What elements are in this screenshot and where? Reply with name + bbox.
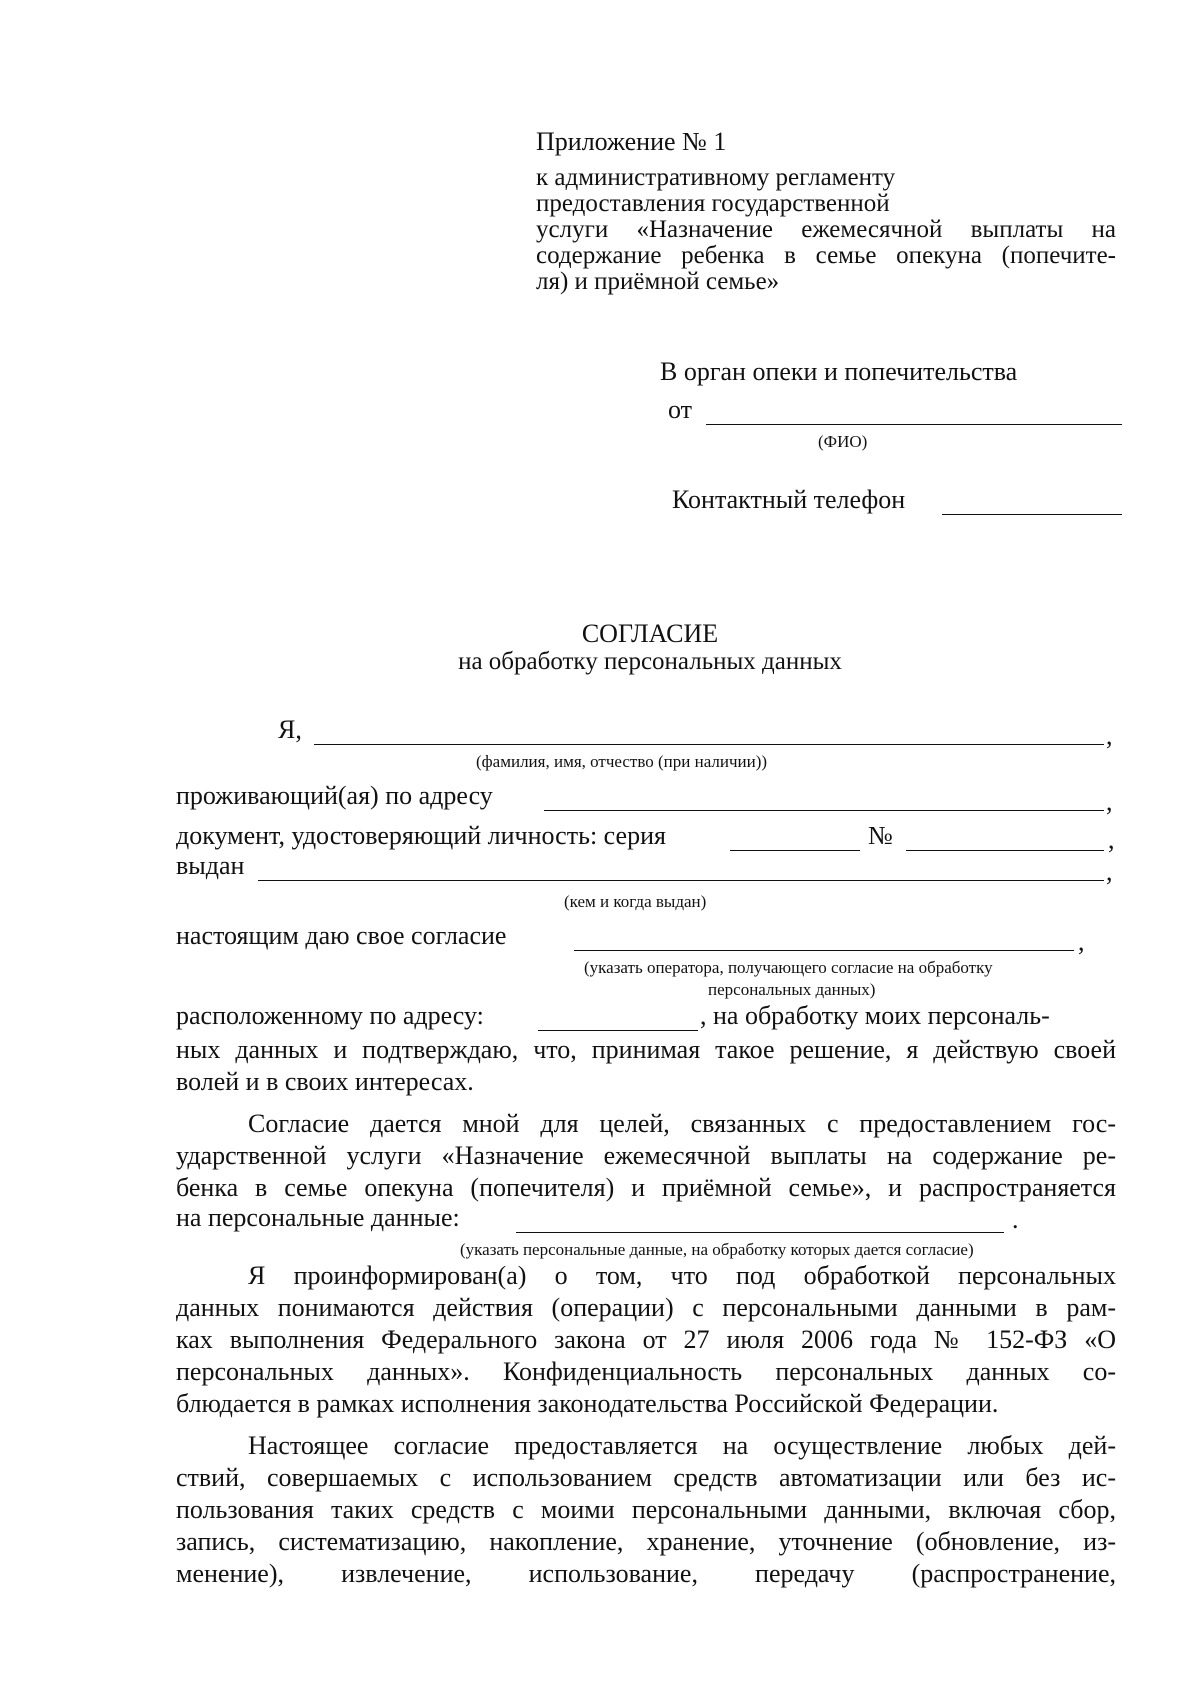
- full-name-field[interactable]: [314, 724, 1104, 745]
- consent-subtitle: на обработку персональных данных: [458, 648, 842, 675]
- appendix-title: Приложение № 1: [536, 127, 727, 156]
- purpose-line-2: ударственной услуги «Назначение ежемесячной выплаты на содержание ре-: [176, 1141, 1116, 1170]
- consent-label: настоящим даю свое согласие: [176, 921, 507, 950]
- informed-line-2: данных понимаются действия (операции) с персональными данными в рам-: [176, 1293, 1116, 1322]
- operator-address-field[interactable]: [538, 1010, 698, 1031]
- purpose-line-3: бенка в семье опекуна (попечителя) и приёмной семье», и распространяется: [176, 1173, 1116, 1202]
- operator-field[interactable]: [574, 930, 1074, 951]
- personal-data-field[interactable]: [516, 1212, 1004, 1233]
- located-line-2: ных данных и подтверждаю, что, принимая такое решение, я действую своей: [176, 1035, 1116, 1064]
- document-label: документ, удостоверяющий личность: серия: [176, 821, 666, 850]
- number-field[interactable]: [906, 830, 1104, 851]
- located-line-3: волей и в своих интересах.: [176, 1067, 474, 1096]
- informed-line-4: персональных данных». Конфиденциальность персональных данных со-: [176, 1357, 1116, 1386]
- number-label: №: [868, 821, 893, 850]
- located-label: расположенному по адресу:: [176, 1001, 484, 1030]
- consent-title: СОГЛАСИЕ: [581, 619, 719, 648]
- phone-field[interactable]: [942, 494, 1122, 515]
- scope-line-3: пользования таких средств с моими персональными данными, включая сбор,: [176, 1495, 1116, 1524]
- fio-field[interactable]: [706, 404, 1122, 425]
- purpose-line-1: Согласие дается мной для целей, связанных с предоставлением гос-: [248, 1109, 1116, 1138]
- scope-line-1: Настоящее согласие предоставляется на осуществление любых дей-: [248, 1431, 1116, 1460]
- appendix-line-5: ля) и приёмной семье»: [536, 268, 780, 295]
- informed-line-1: Я проинформирован(а) о том, что под обработкой персональных: [248, 1261, 1116, 1290]
- comma-3: ,: [1108, 825, 1115, 854]
- issued-caption: (кем и когда выдан): [564, 892, 707, 911]
- scope-line-2: ствий, совершаемых с использованием средств автоматизации или без ис-: [176, 1463, 1116, 1492]
- addressee-from-label: от: [668, 395, 693, 424]
- operator-caption-1: (указать оператора, получающего согласие на обработку: [584, 958, 993, 977]
- address-field[interactable]: [544, 790, 1104, 811]
- located-rest: , на обработку моих персональ-: [700, 1001, 1050, 1030]
- appendix-line-4: содержание ребенка в семье опекуна (попечите-: [536, 242, 1116, 269]
- scope-line-5: менение), извлечение, использование, передачу (распространение,: [176, 1559, 1116, 1588]
- appendix-line-1: к административному регламенту: [536, 164, 896, 191]
- address-label: проживающий(ая) по адресу: [176, 781, 493, 810]
- comma-1: ,: [1106, 721, 1113, 750]
- purpose-line-4: на персональные данные:: [176, 1203, 460, 1232]
- fio-caption: (ФИО): [818, 432, 868, 451]
- appendix-line-3: услуги «Назначение ежемесячной выплаты на: [536, 216, 1116, 243]
- comma-5: ,: [1078, 927, 1085, 956]
- phone-label: Контактный телефон: [672, 485, 906, 514]
- issued-label: выдан: [176, 851, 245, 880]
- informed-line-3: ках выполнения Федерального закона от 27 июля 2006 года № 152-ФЗ «О: [176, 1325, 1116, 1354]
- addressee-to: В орган опеки и попечительства: [660, 357, 1018, 386]
- appendix-line-2: предоставления государственной: [536, 190, 890, 217]
- i-label: Я,: [278, 715, 302, 744]
- personal-data-caption: (указать персональные данные, на обработку которых дается согласие): [460, 1240, 974, 1259]
- series-field[interactable]: [730, 830, 860, 851]
- name-caption: (фамилия, имя, отчество (при наличии)): [476, 752, 768, 771]
- comma-2: ,: [1106, 787, 1113, 816]
- operator-caption-2: персональных данных): [708, 980, 876, 999]
- informed-line-5: блюдается в рамках исполнения законодательства Российской Федерации.: [176, 1389, 999, 1418]
- scope-line-4: запись, систематизацию, накопление, хранение, уточнение (обновление, из-: [176, 1527, 1116, 1556]
- period: .: [1012, 1205, 1019, 1234]
- issued-field[interactable]: [258, 860, 1104, 881]
- comma-4: ,: [1106, 857, 1113, 886]
